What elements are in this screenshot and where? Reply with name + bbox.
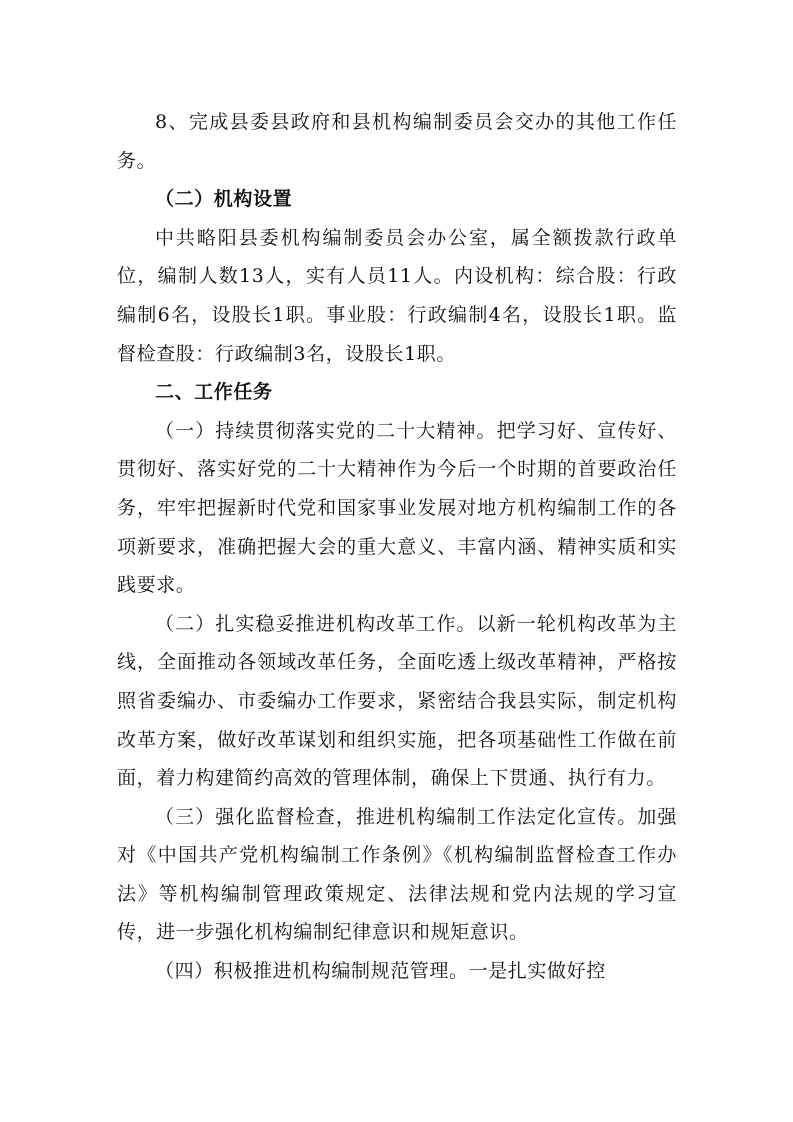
task-1-body: 把学习好、宣传好、贯彻好、落实好党的二十大精神作为今后一个时期的首要政治任务，牢牢把握新时代党和国家事业发展对地方机构编制工作的各项新要求，准确把握大会的重大意义、丰富内涵、精神实质和实践要求。 (117, 419, 678, 597)
paragraph-task-3 (117, 798, 677, 952)
section-heading-work-tasks: 二、工作任务 (155, 381, 273, 404)
document-page (117, 103, 677, 991)
task-4-body: 一是扎实做好控 (468, 960, 606, 983)
task-2-body: 以新一轮机构改革为主线，全面推动各领域改革任务，全面吃透上级改革精神，严格按照省委编办、市委编办工作要求，紧密结合我县实际，制定机构改革方案，做好改革谋划和组织实施，把各项基础性工作做在前面，着力构建简约高效的管理体制，确保上下贯通、执行有力。 (117, 612, 677, 790)
paragraph-org-setup: 中共略阳县委机构编制委员会办公室，属全额拨款行政单位，编制人数13人，实有人员11人。内设机构：综合股：行政编制6名，设股长1职。事业股：行政编制4名，设股长1职。监督检查股：行政编制3名，设股长1职。 (117, 226, 677, 365)
paragraph-item-8: 8、完成县委县政府和县机构编制委员会交办的其他工作任务。 (117, 111, 677, 172)
task-3-lead: （三）强化监督检查，推进机构编制工作法定化宣传。 (155, 805, 638, 828)
paragraph-task-1 (117, 412, 677, 605)
task-1-lead: （一）持续贯彻落实党的二十大精神。 (155, 419, 497, 442)
task-2-lead: （二）扎实稳妥推进机构改革工作。 (155, 612, 477, 635)
paragraph-task-2 (117, 605, 677, 798)
section-heading-org-setup: （二）机构设置 (155, 188, 293, 211)
task-3-body: 加强对《中国共产党机构编制工作条例》《机构编制监督检查工作办法》等机构编制管理政策规定、法律法规和党内法规的学习宣传，进一步强化机构编制纪律意识和规矩意识。 (117, 805, 677, 944)
task-4-lead: （四）积极推进机构编制规范管理。 (155, 960, 469, 983)
paragraph-task-4 (117, 952, 677, 991)
